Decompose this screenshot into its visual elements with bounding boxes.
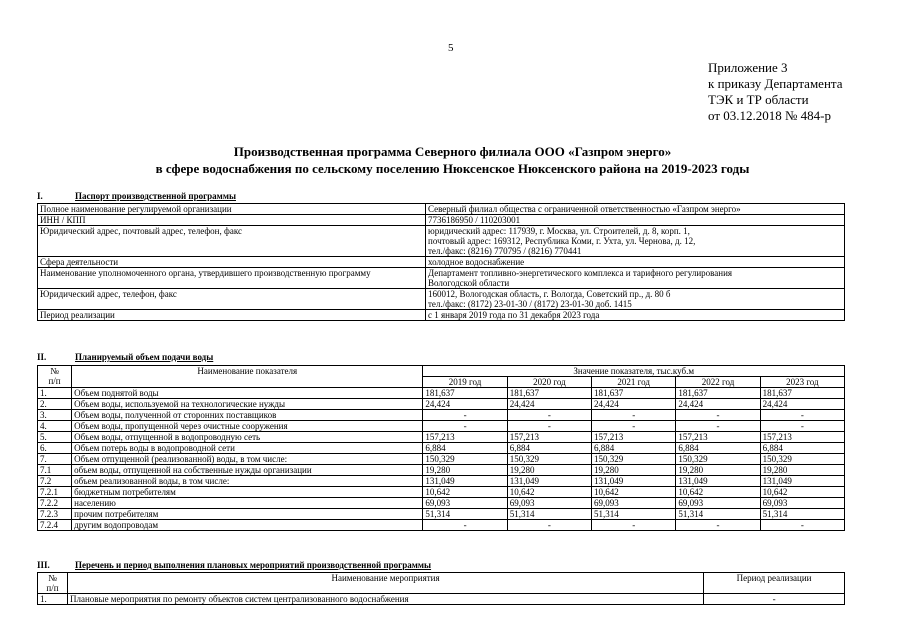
table-row xyxy=(38,289,845,310)
row-value xyxy=(426,226,845,257)
row-label: Юридический адрес, почтовый адрес, телефон, факс xyxy=(38,226,426,257)
row-name: Объем отпущенной (реализованной) воды, в том числе: xyxy=(72,454,423,465)
table-row xyxy=(38,204,845,215)
row-name: прочим потребителям xyxy=(72,509,423,520)
row-name: Объем воды, отпущенной в водопроводную сеть xyxy=(72,432,423,443)
row-label: ИНН / КПП xyxy=(38,215,426,226)
row-value: 24,424 xyxy=(592,399,676,410)
row-value: холодное водоснабжение xyxy=(426,257,845,268)
row-value: 19,280 xyxy=(507,465,591,476)
row-value: 10,642 xyxy=(676,487,760,498)
row-value: 69,093 xyxy=(760,498,844,509)
table-row xyxy=(38,399,845,410)
row-value: - xyxy=(592,520,676,531)
row-value: 6,884 xyxy=(760,443,844,454)
row-value: 51,314 xyxy=(760,509,844,520)
table-row xyxy=(38,443,845,454)
row-value: - xyxy=(676,421,760,432)
row-value: 157,213 xyxy=(760,432,844,443)
row-label: Наименование уполномоченного органа, утвердившего производственную программу xyxy=(38,268,426,289)
table-header-row xyxy=(38,366,845,377)
title-line: Производственная программа Северного филиала ООО «Газпром энерго» xyxy=(233,144,672,159)
document-title xyxy=(0,143,905,177)
row-value: 181,637 xyxy=(592,388,676,399)
row-value: - xyxy=(760,421,844,432)
row-value xyxy=(426,268,845,289)
row-name: объем реализованной воды, в том числе: xyxy=(72,476,423,487)
table-row xyxy=(38,226,845,257)
table-row xyxy=(38,410,845,421)
section-title: Паспорт производственной программы xyxy=(75,191,236,201)
row-value: - xyxy=(423,421,507,432)
row-name: Объем воды, пропущенной через очистные сооружения xyxy=(72,421,423,432)
row-value: 69,093 xyxy=(507,498,591,509)
row-value: - xyxy=(760,410,844,421)
appendix-line: Приложение 3 xyxy=(708,60,788,75)
table-row xyxy=(38,465,845,476)
table-row xyxy=(38,476,845,487)
row-value: 181,637 xyxy=(423,388,507,399)
measures-table xyxy=(37,572,845,605)
value-line: почтовый адрес: 169312, Республика Коми, г. Ухта, ул. Чернова, д. 12, xyxy=(428,236,696,246)
row-name: объем воды, отпущенной на собственные нужды организации xyxy=(72,465,423,476)
value-line: юридический адрес: 117939, г. Москва, ул. Строителей, д. 8, корп. 1, xyxy=(428,226,690,236)
value-line: Департамент топливно-энергетического комплекса и тарифного регулирования xyxy=(428,268,733,278)
header-text: № xyxy=(50,366,59,376)
section-number: II. xyxy=(37,352,47,362)
header-text: п/п xyxy=(48,376,61,386)
table-row xyxy=(38,520,845,531)
section-number: III. xyxy=(37,560,50,570)
row-number: 4. xyxy=(38,421,72,432)
row-value: - xyxy=(676,520,760,531)
row-value: 24,424 xyxy=(676,399,760,410)
row-value: 24,424 xyxy=(760,399,844,410)
row-value: 150,329 xyxy=(676,454,760,465)
row-value: 131,049 xyxy=(760,476,844,487)
row-number: 7.2.4 xyxy=(38,520,72,531)
row-value: 181,637 xyxy=(676,388,760,399)
row-value: 131,049 xyxy=(592,476,676,487)
table-row xyxy=(38,215,845,226)
row-value: 19,280 xyxy=(423,465,507,476)
row-value: 69,093 xyxy=(676,498,760,509)
row-value: 131,049 xyxy=(507,476,591,487)
col-name-header: Наименование мероприятия xyxy=(67,573,703,594)
section-heading xyxy=(37,191,236,201)
row-label: Период реализации xyxy=(38,310,426,321)
col-name-header: Наименование показателя xyxy=(72,366,423,388)
row-number: 2. xyxy=(38,399,72,410)
table-row xyxy=(38,432,845,443)
row-number: 7. xyxy=(38,454,72,465)
row-name: Объем потерь воды в водопроводной сети xyxy=(72,443,423,454)
row-number: 7.2.2 xyxy=(38,498,72,509)
header-text: № xyxy=(48,573,57,583)
page-number: 5 xyxy=(448,42,454,54)
title-line: в сфере водоснабжения по сельскому поселению Нюксенское Нюксенского района на 2019-2023 годы xyxy=(155,161,750,176)
row-value: 51,314 xyxy=(423,509,507,520)
value-line: 160012, Вологодская область, г. Вологда, Советский пр., д. 80 б xyxy=(428,289,671,299)
year-header: 2023 год xyxy=(760,377,844,388)
row-name: Объем поднятой воды xyxy=(72,388,423,399)
row-value: 6,884 xyxy=(676,443,760,454)
row-value: 157,213 xyxy=(507,432,591,443)
row-value: 6,884 xyxy=(592,443,676,454)
row-value: 19,280 xyxy=(760,465,844,476)
row-period: - xyxy=(704,594,845,605)
row-name: Плановые мероприятия по ремонту объектов систем централизованного водоснабжения xyxy=(67,594,703,605)
value-line: тел./факс: (8172) 23-01-30 / (8172) 23-01-30 доб. 1415 xyxy=(428,299,632,309)
row-value: 10,642 xyxy=(760,487,844,498)
row-value: 150,329 xyxy=(592,454,676,465)
row-value: - xyxy=(760,520,844,531)
row-value: 157,213 xyxy=(676,432,760,443)
row-value: 51,314 xyxy=(507,509,591,520)
col-value-header: Значение показателя, тыс.куб.м xyxy=(423,366,845,377)
row-value xyxy=(426,289,845,310)
table-row xyxy=(38,421,845,432)
table-row xyxy=(38,509,845,520)
row-value: - xyxy=(592,421,676,432)
row-name: Объем воды, полученной от сторонних поставщиков xyxy=(72,410,423,421)
table-row xyxy=(38,257,845,268)
col-number-header xyxy=(38,366,72,388)
row-value: 150,329 xyxy=(423,454,507,465)
row-value: 10,642 xyxy=(592,487,676,498)
section-title: Планируемый объем подачи воды xyxy=(75,352,214,362)
row-number: 7.1 xyxy=(38,465,72,476)
table-row xyxy=(38,594,845,605)
row-value: 69,093 xyxy=(592,498,676,509)
row-name: бюджетным потребителям xyxy=(72,487,423,498)
table-row xyxy=(38,454,845,465)
row-value: 24,424 xyxy=(423,399,507,410)
table-header-row xyxy=(38,573,845,594)
section-heading xyxy=(37,352,213,362)
row-value: - xyxy=(423,520,507,531)
row-number: 5. xyxy=(38,432,72,443)
value-line: Вологодской области xyxy=(428,278,510,288)
row-value: 7736186950 / 110203001 xyxy=(426,215,845,226)
table-row xyxy=(38,388,845,399)
row-value: - xyxy=(676,410,760,421)
row-number: 3. xyxy=(38,410,72,421)
table-row xyxy=(38,487,845,498)
water-volume-table xyxy=(37,365,845,531)
row-value: 69,093 xyxy=(423,498,507,509)
row-value: 131,049 xyxy=(676,476,760,487)
appendix-line: ТЭК и ТР области xyxy=(708,92,809,107)
row-value: 51,314 xyxy=(676,509,760,520)
appendix-line: к приказу Департамента xyxy=(708,76,843,91)
row-value: - xyxy=(507,410,591,421)
row-value: 24,424 xyxy=(507,399,591,410)
row-value: 51,314 xyxy=(592,509,676,520)
row-value: 150,329 xyxy=(507,454,591,465)
passport-table xyxy=(37,203,845,321)
section-number: I. xyxy=(37,191,43,201)
row-value: - xyxy=(507,520,591,531)
row-number: 7.2.3 xyxy=(38,509,72,520)
row-value: Северный филиал общества с ограниченной ответственностью «Газпром энерго» xyxy=(426,204,845,215)
row-value: 181,637 xyxy=(507,388,591,399)
row-value: 181,637 xyxy=(760,388,844,399)
year-header: 2022 год xyxy=(676,377,760,388)
section-title: Перечень и период выполнения плановых мероприятий производственной программы xyxy=(75,560,432,570)
row-value: 6,884 xyxy=(423,443,507,454)
appendix-block xyxy=(708,60,843,124)
row-value: 157,213 xyxy=(423,432,507,443)
row-number: 1. xyxy=(38,388,72,399)
col-period-header: Период реализации xyxy=(704,573,845,594)
row-value: 10,642 xyxy=(423,487,507,498)
row-name: населению xyxy=(72,498,423,509)
row-label: Юридический адрес, телефон, факс xyxy=(38,289,426,310)
row-label: Полное наименование регулируемой организации xyxy=(38,204,426,215)
row-value: - xyxy=(507,421,591,432)
row-label: Сфера деятельности xyxy=(38,257,426,268)
row-number: 6. xyxy=(38,443,72,454)
section-heading xyxy=(37,560,431,570)
row-value: 10,642 xyxy=(507,487,591,498)
row-value: 150,329 xyxy=(760,454,844,465)
row-value: 131,049 xyxy=(423,476,507,487)
row-name: Объем воды, используемой на технологические нужды xyxy=(72,399,423,410)
table-row xyxy=(38,498,845,509)
header-text: п/п xyxy=(46,583,59,593)
row-value: 19,280 xyxy=(592,465,676,476)
row-value: 6,884 xyxy=(507,443,591,454)
appendix-line: от 03.12.2018 № 484-р xyxy=(708,108,831,123)
row-value: 19,280 xyxy=(676,465,760,476)
year-header: 2020 год xyxy=(507,377,591,388)
row-value: - xyxy=(592,410,676,421)
row-value: - xyxy=(423,410,507,421)
value-line: тел./факс: (8216) 770795 / (8216) 770441 xyxy=(428,246,582,256)
table-row xyxy=(38,310,845,321)
table-row xyxy=(38,268,845,289)
row-number: 1. xyxy=(38,594,68,605)
row-value: 157,213 xyxy=(592,432,676,443)
col-number-header xyxy=(38,573,68,594)
row-number: 7.2.1 xyxy=(38,487,72,498)
row-name: другим водопроводам xyxy=(72,520,423,531)
year-header: 2021 год xyxy=(592,377,676,388)
row-value: с 1 января 2019 года по 31 декабря 2023 года xyxy=(426,310,845,321)
year-header: 2019 год xyxy=(423,377,507,388)
row-number: 7.2 xyxy=(38,476,72,487)
